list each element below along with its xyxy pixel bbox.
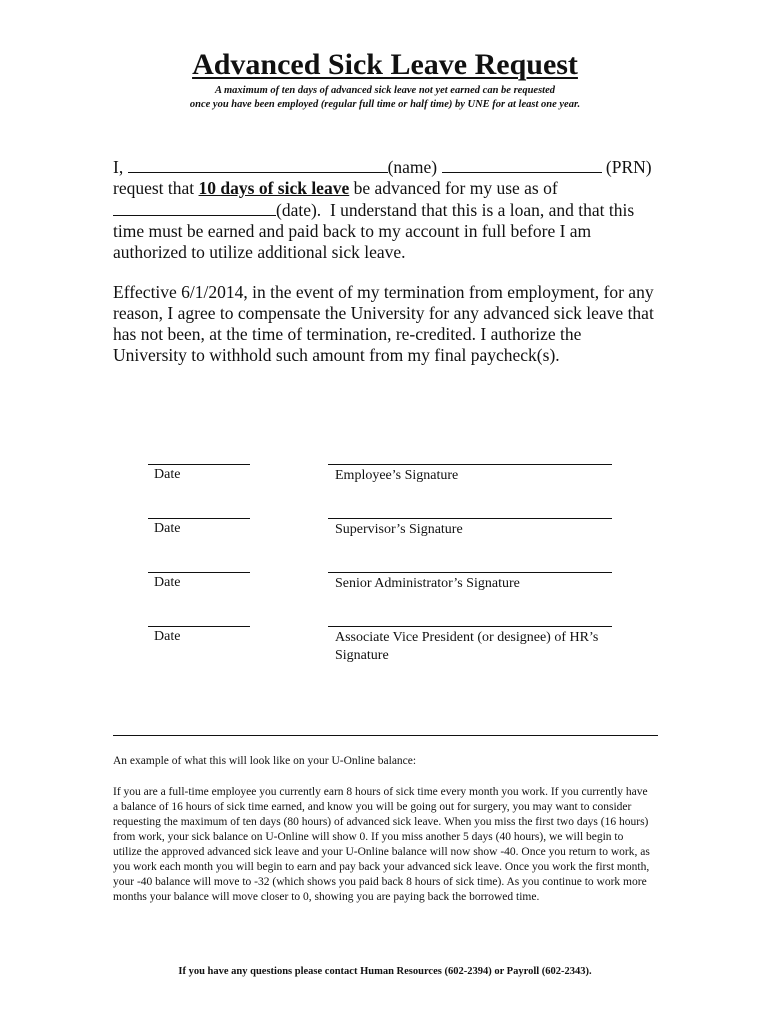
page-title: Advanced Sick Leave Request (192, 48, 578, 81)
prn-label: (PRN) (605, 157, 652, 177)
subtitle-line-2: once you have been employed (regular full time or half time) by UNE for at least one year. (189, 99, 581, 110)
request-text-after: be advanced for my use as of (353, 178, 558, 198)
signature-label-senior-admin: Senior Administrator’s Signature (335, 576, 520, 591)
contact-footer: If you have any questions please contact Human Resources (602-2394) or Payroll (602-2343). (178, 966, 592, 977)
termination-text: Effective 6/1/2014, in the event of my termination from employment, for any reason, I agree to compensate the University for any advanced sick leave that has not been, at the time of termination, re-credited. I authorize the University to withhold such amount from my final paycheck(s). (113, 282, 654, 365)
date-label-2: Date (154, 521, 181, 536)
signature-label-supervisor: Supervisor’s Signature (335, 522, 463, 537)
signature-line-4[interactable] (328, 626, 612, 627)
date-label: (date). (276, 200, 322, 220)
request-text-rest: I understand that this is a loan, and that this time must be earned and paid back to my account in full before I am authorized to utilize additional sick leave. (113, 200, 635, 262)
date-line-1[interactable] (148, 464, 250, 465)
signature-line-2[interactable] (328, 518, 612, 519)
prn-field[interactable] (442, 156, 602, 173)
date-field[interactable] (113, 199, 276, 216)
request-text-before: request that (113, 178, 195, 198)
date-line-4[interactable] (148, 626, 250, 627)
signature-label-avp-hr: Associate Vice President (or designee) of HR’s Signature (335, 630, 599, 663)
days-phrase: 10 days of sick leave (198, 178, 350, 198)
date-label-4: Date (154, 629, 181, 644)
signature-line-1[interactable] (328, 464, 612, 465)
name-field[interactable] (128, 156, 388, 173)
subtitle-line-1: A maximum of ten days of advanced sick leave not yet earned can be requested (214, 85, 556, 96)
signature-line-3[interactable] (328, 572, 612, 573)
example-heading: An example of what this will look like on your U-Online balance: (113, 755, 417, 767)
date-label-3: Date (154, 575, 181, 590)
section-divider (113, 735, 658, 736)
request-prefix: I, (113, 157, 124, 177)
termination-paragraph (113, 282, 658, 366)
request-paragraph (113, 156, 658, 263)
signature-label-employee: Employee’s Signature (335, 468, 459, 483)
example-body: If you are a full-time employee you currently earn 8 hours of sick time every month you work. If you currently have a balance of 16 hours of sick time earned, and know you will be going out for surgery, you may want to consider requesting the maximum of ten days (80 hours) of advanced sick leave. When you miss the first two days (16 hours) from work, your sick balance on U-Online will show 0. If you miss another 5 days (40 hours), we will begin to utilize the approved advanced sick leave and your U-Online balance will now show -40. Once you return to work, as you work each month you will begin to earn and pay back your advanced sick leave. Once you work the first month, your -40 balance will move to -32 (which shows you paid back 8 hours of sick time). As you continue to work more months your balance will move closer to 0, showing you are paying back the borrowed time. (113, 786, 650, 903)
date-line-2[interactable] (148, 518, 250, 519)
name-label: (name) (387, 157, 438, 177)
date-label-1: Date (154, 467, 181, 482)
date-line-3[interactable] (148, 572, 250, 573)
